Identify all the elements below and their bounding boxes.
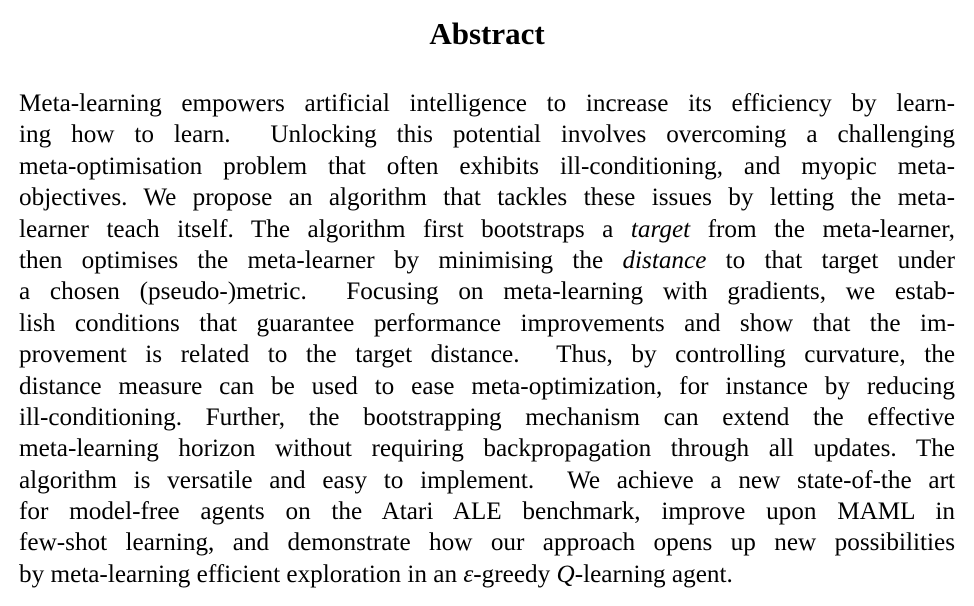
abstract-heading: Abstract [429,16,545,51]
abstract-line [19,308,955,339]
abstract-text: provement is related to the target distance. Thus, by controlling curvature, the [19,341,955,369]
abstract-text: then optimises the meta-learner by minimising the [19,246,623,274]
abstract-line [19,119,955,150]
abstract-text: -learning agent. [574,560,733,588]
abstract-line [19,151,955,182]
math-symbol: ε [463,560,474,588]
abstract-line [19,496,955,527]
abstract-line [19,433,955,464]
abstract-text: to that target under [706,246,955,274]
abstract-line [19,371,955,402]
abstract-text: by meta-learning efficient exploration in an [19,560,464,588]
abstract-text: few-shot learning, and demonstrate how our approach opens up new possibilities [19,529,955,557]
abstract-text: meta-learning horizon without requiring backpropagation through all updates. The [19,435,955,463]
abstract-text: for model-free agents on the Atari ALE benchmark, improve upon MAML in [19,498,955,526]
emphasized-term: target [630,215,691,243]
emphasized-term: distance [622,246,707,274]
abstract-line [19,245,955,276]
abstract-text: a chosen (pseudo-)metric. Focusing on meta-learning with gradients, we estab- [19,278,955,306]
abstract-text: Meta-learning empowers artificial intelligence to increase its efficiency by learn- [19,90,955,117]
abstract-line [19,465,955,496]
abstract-line [19,527,955,558]
abstract-line [19,214,955,245]
abstract-line [19,276,955,307]
abstract-line [19,402,955,433]
abstract-line [19,182,955,213]
abstract-text: learner teach itself. The algorithm first bootstraps a [19,215,631,243]
abstract-text: ing how to learn. Unlocking this potential involves overcoming a challenging [19,121,955,149]
abstract-text: from the meta-learner, [690,215,955,243]
abstract-line [19,88,955,119]
abstract-text: ill-conditioning. Further, the bootstrapping mechanism can extend the effective [19,403,955,431]
abstract-text: lish conditions that guarantee performance improvements and show that the im- [19,309,955,337]
abstract-body [19,88,955,590]
abstract-line [19,339,955,370]
abstract-text: algorithm is versatile and easy to implement. We achieve a new state-of-the art [19,466,955,494]
abstract-text: -greedy [473,560,557,588]
math-symbol: Q [556,560,575,588]
abstract-text: objectives. We propose an algorithm that tackles these issues by letting the meta- [19,184,955,212]
abstract-text: distance measure can be used to ease meta-optimization, for instance by reducing [19,372,955,400]
abstract-text: meta-optimisation problem that often exhibits ill-conditioning, and myopic meta- [19,152,955,180]
abstract-line [19,559,955,590]
